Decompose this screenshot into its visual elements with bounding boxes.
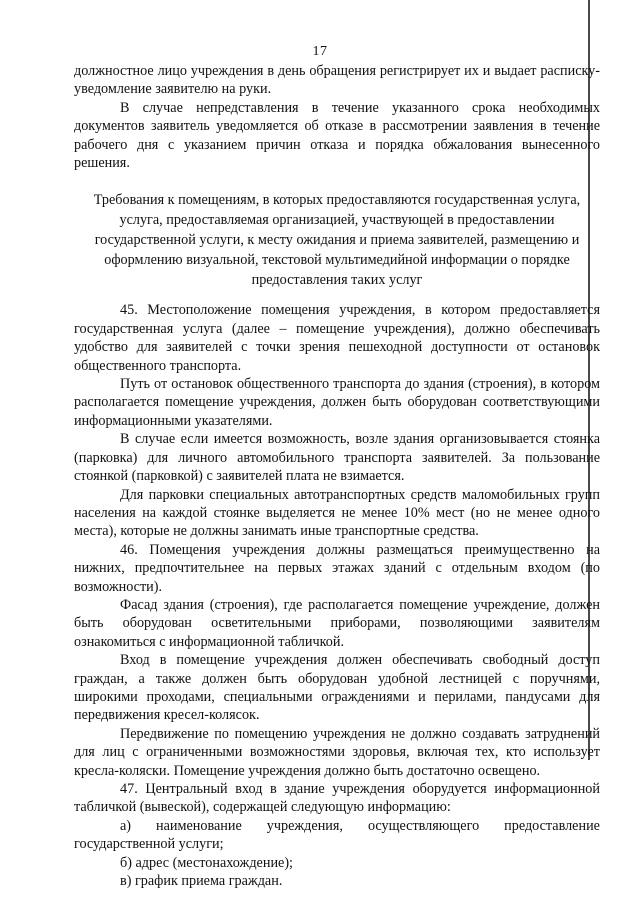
list-marker: а) — [120, 817, 132, 834]
section-heading: Требования к помещениям, в которых предоставляются государственная услуга, услуга, предоставляемая организацией, участвующей в предоставлении государственной услуги, к месту ожидания и приема заявителей, размещению и оформлению визуальной, текстовой мультимедийной информации о порядке предоставления таких услуг — [93, 192, 581, 289]
page-number: 17 — [312, 44, 328, 59]
document-body — [74, 62, 600, 890]
list-word: учреждения, — [266, 817, 343, 834]
list-word: наименование — [156, 817, 242, 834]
list-item-b: б) адрес (местонахождение); — [120, 854, 293, 871]
list-item-a — [74, 817, 600, 835]
paragraph: В случае если имеется возможность, возле здания организовывается стоянка (парковка) для личного автомобильного транспорта заявителей. За пользование стоянкой (парковкой) с заявителей плата не взимается. — [74, 431, 600, 485]
paragraph: Передвижение по помещению учреждения не должно создавать затруднений для лиц с ограниченными возможностями здоровья, включая тех, кто использует кресла-коляски. Помещение учреждения должно быть достаточно освещено. — [74, 725, 600, 779]
paragraph-46: 46. Помещения учреждения должны размещаться преимущественно на нижних, предпочтительнее на первых этажах зданий с отдельным входом (по возможности). — [74, 541, 600, 595]
list-word: предоставление — [504, 817, 600, 834]
paragraph: Путь от остановок общественного транспорта до здания (строения), в котором располагается помещение учреждения, должен быть оборудован соответствующими информационными указателями. — [74, 376, 600, 429]
paragraph: должностное лицо учреждения в день обращения регистрирует их и выдает расписку-уведомление заявителю на руки. — [74, 63, 600, 98]
paragraph-47: 47. Центральный вход в здание учреждения оборудуется информационной табличкой (вывеской), содержащей следующую информацию: — [74, 781, 600, 816]
list-word: осуществляющего — [367, 817, 480, 834]
paragraph: Для парковки специальных автотранспортных средств маломобильных групп населения на каждой стоянке выделяется не менее 10% мест (но не менее одного места), которые не должны занимать иные транспортные средства. — [74, 486, 600, 540]
list-item-a-continuation: государственной услуги; — [74, 836, 224, 853]
paragraph: В случае непредставления в течение указанного срока необходимых документов заявитель уведомляется об отказе в рассмотрении заявления в течение рабочего дня с указанием причин отказа и порядка обжалования вынесенного решения. — [74, 99, 600, 172]
paragraph-45: 45. Местоположение помещения учреждения, в котором предоставляется государственная услуга (далее – помещение учреждения), должно обеспечивать удобство для заявителей с точки зрения пешеходной доступности от остановок общественного транспорта. — [74, 302, 600, 374]
paragraph: Вход в помещение учреждения должен обеспечивать свободный доступ граждан, а также должен быть оборудован удобной лестницей с поручнями, широкими проходами, специальными ограждениями и перилами, пандусами для передвижения кресел-колясок. — [74, 652, 600, 724]
paragraph: Фасад здания (строения), где располагается помещение учреждение, должен быть оборудован осветительными приборами, позволяющими заявителям ознакомиться с информационной табличкой. — [74, 596, 600, 650]
list-item-c: в) график приема граждан. — [120, 873, 283, 890]
